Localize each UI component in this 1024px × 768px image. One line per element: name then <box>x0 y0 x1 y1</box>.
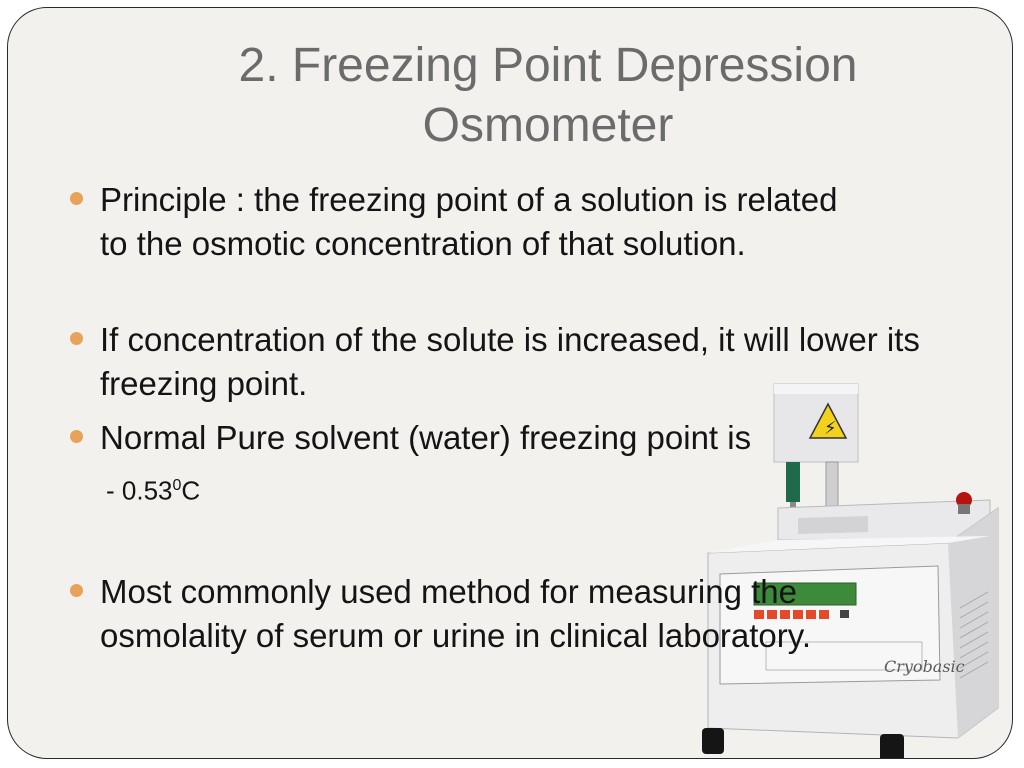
slide-frame <box>7 7 1013 759</box>
value-superscript: 0 <box>172 477 182 494</box>
freezing-point-value <box>106 468 200 509</box>
bullet-principle: Principle : the freezing point of a solution is related to the osmotic concentration of that solution. <box>66 178 860 266</box>
bullet-normal-freezing-point: Normal Pure solvent (water) freezing point is <box>66 416 940 460</box>
svg-text:⚡: ⚡ <box>824 418 837 439</box>
value-prefix: - 0.53 <box>106 475 173 506</box>
slide-title <box>118 36 978 156</box>
device-brand: Cryobasic <box>884 657 965 676</box>
title-line-2: Osmometer <box>422 99 674 152</box>
bullet-concentration: If concentration of the solute is increased, it will lower its freezing point. <box>66 318 940 406</box>
value-unit: C <box>181 475 201 506</box>
bullet-common-method: Most commonly used method for measuring the osmolality of serum or urine in clinical laboratory. <box>66 570 940 658</box>
title-line-1: 2. Freezing Point Depression <box>238 39 858 92</box>
